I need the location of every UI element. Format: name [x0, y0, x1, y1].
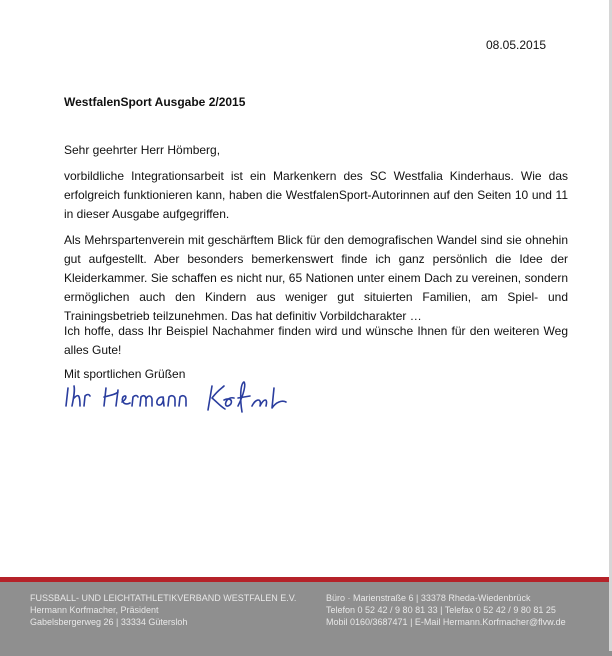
footer-president: Hermann Korfmacher, Präsident — [30, 605, 159, 615]
closing: Mit sportlichen Grüßen — [64, 367, 186, 381]
paragraph: Als Mehrspartenverein mit geschärftem Blick für den demografischen Wandel sind sie ohnehin gut aufgestellt. Aber besonders bemerkenswert finde ich ganz persönlich die Idee der Kleiderkammer. Sie schaffen es nicht nur, 65 Nationen unter einem Dach zu vereinen, sondern ermöglichen auch den Kindern aus weniger gut situierten Familien, am Spiel- und Trainingsbetrieb teilzunehmen. Das hat definitiv Vorbildcharakter … — [64, 233, 568, 323]
letter-subject: WestfalenSport Ausgabe 2/2015 — [64, 95, 246, 109]
footer-phone: Telefon 0 52 42 / 9 80 81 33 | Telefax 0 52 42 / 9 80 81 25 — [326, 605, 556, 615]
salutation: Sehr geehrter Herr Hömberg, — [64, 143, 221, 157]
footer-mobile-email: Mobil 0160/3687471 | E-Mail Hermann.Korfmacher@flvw.de — [326, 617, 566, 627]
paragraph: vorbildliche Integrationsarbeit ist ein Markenkern des SC Westfalia Kinderhaus. Wie das erfolgreich funktionieren kann, haben die WestfalenSport-Autorinnen auf den Seiten 10 und 11 in dieser Ausgabe aufgegriffen. — [64, 169, 568, 221]
paragraph: Ich hoffe, dass Ihr Beispiel Nachahmer finden wird und wünsche Ihnen für den weiteren Weg alles Gute! — [64, 324, 568, 357]
footer-contact-right — [326, 592, 566, 628]
letter-date: 08.05.2015 — [486, 38, 547, 52]
footer-address-left — [30, 592, 296, 628]
footer-organization: FUSSBALL- UND LEICHTATHLETIKVERBAND WESTFALEN E.V. — [30, 593, 297, 603]
footer-address: Gabelsbergerweg 26 | 33334 Gütersloh — [30, 617, 188, 627]
letterhead-footer — [0, 577, 612, 656]
handwritten-signature — [62, 376, 292, 416]
footer-office: Büro · Marienstraße 6 | 33378 Rheda-Wiedenbrück — [326, 593, 531, 603]
